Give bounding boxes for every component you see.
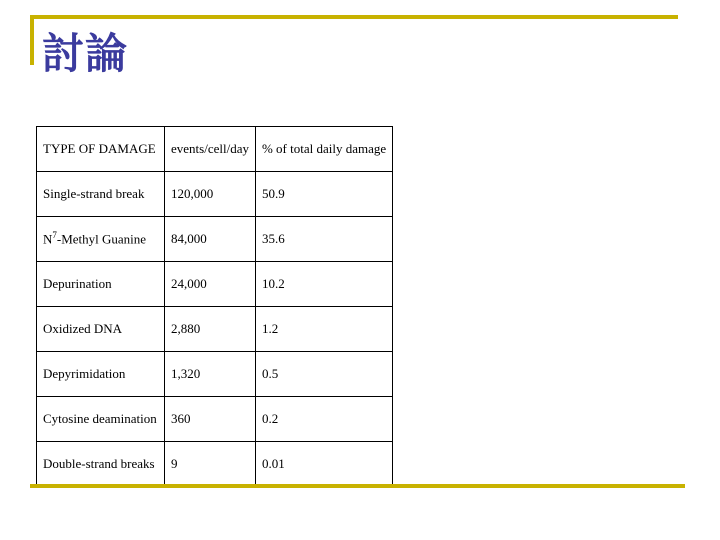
top-accent-bar (30, 15, 678, 19)
table-header-row (37, 127, 393, 172)
events-cell: 360 (165, 397, 256, 442)
damage-type-cell (37, 217, 165, 262)
events-cell: 2,880 (165, 307, 256, 352)
table-row (37, 352, 393, 397)
table-row (37, 307, 393, 352)
left-accent-bar (30, 15, 34, 65)
header-events: events/cell/day (165, 127, 256, 172)
table-row (37, 262, 393, 307)
percent-cell: 10.2 (255, 262, 392, 307)
percent-cell: 0.01 (255, 442, 392, 487)
damage-type-suffix: -Methyl Guanine (56, 231, 147, 247)
percent-cell: 50.9 (255, 172, 392, 217)
events-cell: 24,000 (165, 262, 256, 307)
events-cell: 1,320 (165, 352, 256, 397)
damage-type-superscript: 7 (52, 230, 57, 241)
slide-title: 討論 (42, 29, 129, 78)
table-row (37, 172, 393, 217)
damage-type-cell: Depurination (37, 262, 165, 307)
dna-damage-table (36, 126, 393, 487)
damage-type-cell: Oxidized DNA (37, 307, 165, 352)
events-cell: 120,000 (165, 172, 256, 217)
damage-type-cell: Double-strand breaks (37, 442, 165, 487)
damage-type-cell: Depyrimidation (37, 352, 165, 397)
damage-type-prefix: N (43, 231, 53, 247)
header-percent: % of total daily damage (255, 127, 392, 172)
damage-type-cell: Cytosine deamination (37, 397, 165, 442)
percent-cell: 0.2 (255, 397, 392, 442)
percent-cell: 0.5 (255, 352, 392, 397)
damage-type-cell: Single-strand break (37, 172, 165, 217)
header-damage-type: TYPE OF DAMAGE (37, 127, 165, 172)
percent-cell: 35.6 (255, 217, 392, 262)
bottom-accent-bar (30, 484, 685, 488)
events-cell: 84,000 (165, 217, 256, 262)
table-row (37, 442, 393, 487)
table-row (37, 217, 393, 262)
table-row (37, 397, 393, 442)
percent-cell: 1.2 (255, 307, 392, 352)
events-cell: 9 (165, 442, 256, 487)
